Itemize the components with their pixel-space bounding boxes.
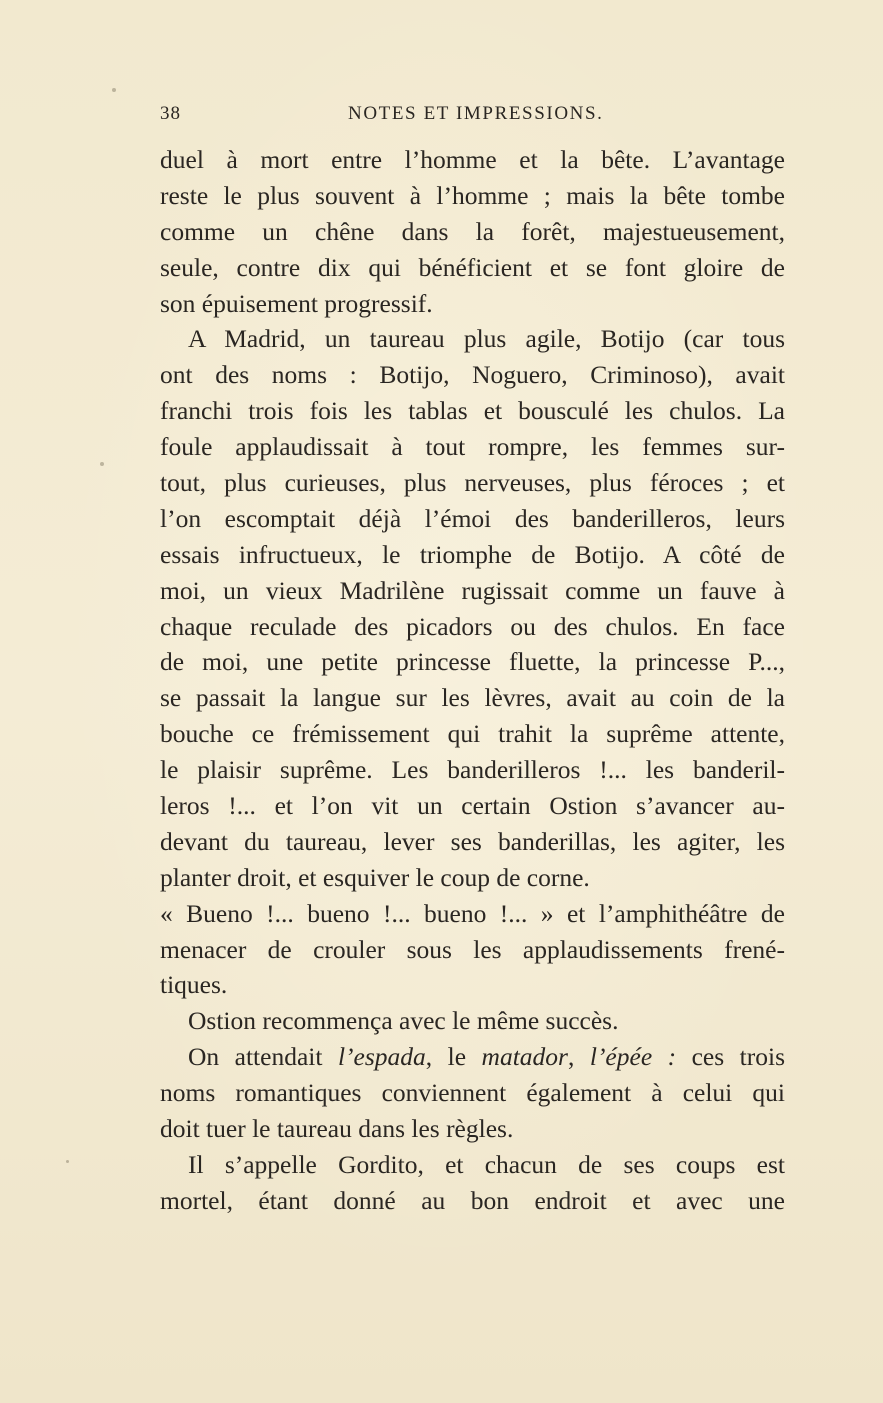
- text-line: [160, 1039, 785, 1075]
- text-line: doit tuer le taureau dans les règles.: [160, 1114, 514, 1144]
- body-text: [160, 142, 785, 1219]
- text-run: On attendait: [188, 1042, 338, 1072]
- page-number: 38: [160, 103, 181, 124]
- text-line: son épuisement progressif.: [160, 288, 433, 318]
- paragraph: [160, 1147, 785, 1219]
- text-line: planter droit, et esquiver le coup de corne.: [160, 862, 590, 892]
- paper-speck: [112, 88, 116, 92]
- text-line: essais infructueux, le triomphe de Botijo. A côté de: [160, 539, 785, 569]
- text-line: l’on escomptait déjà l’émoi des banderilleros, leurs: [160, 503, 785, 533]
- text-line: comme un chêne dans la forêt, majestueusement,: [160, 216, 785, 246]
- paragraph: [160, 321, 785, 895]
- text-line: « Bueno !... bueno !... bueno !... » et l’amphithéâtre de: [160, 898, 785, 928]
- text-line: chaque reculade des picadors ou des chulos. En face: [160, 611, 785, 641]
- italic-term-espada: l’espada: [337, 1042, 426, 1072]
- text-run: ,: [567, 1042, 590, 1072]
- text-line: de moi, une petite princesse fluette, la princesse P...,: [160, 647, 785, 677]
- paragraph: [160, 896, 785, 1004]
- italic-term-epee: l’épée :: [589, 1042, 677, 1072]
- running-header: [160, 103, 785, 131]
- text-run: ces trois: [676, 1042, 785, 1072]
- paper-speck: [66, 1160, 69, 1163]
- paragraph: [160, 1003, 785, 1039]
- text-line: tout, plus curieuses, plus nerveuses, plus féroces ; et: [160, 468, 785, 498]
- text-line: se passait la langue sur les lèvres, avait au coin de la: [160, 683, 785, 713]
- text-line: reste le plus souvent à l’homme ; mais la bête tombe: [160, 180, 785, 210]
- text-line: bouche ce frémissement qui trahit la suprême attente,: [160, 719, 785, 749]
- text-line: seule, contre dix qui bénéficient et se font gloire de: [160, 252, 785, 282]
- text-line: le plaisir suprême. Les banderilleros !... les banderil-: [160, 755, 785, 785]
- text-line: menacer de crouler sous les applaudissements frené-: [160, 934, 785, 964]
- paragraph: [160, 142, 785, 321]
- text-line: A Madrid, un taureau plus agile, Botijo (car tous: [188, 324, 785, 354]
- text-line: devant du taureau, lever ses banderillas, les agiter, les: [160, 826, 785, 856]
- text-line: ont des noms : Botijo, Noguero, Criminoso), avait: [160, 360, 785, 390]
- text-line: noms romantiques conviennent également à celui qui: [160, 1078, 785, 1108]
- text-line: Il s’appelle Gordito, et chacun de ses coups est: [188, 1149, 785, 1179]
- paragraph: [160, 1039, 785, 1147]
- running-title: NOTES ET IMPRESSIONS.: [348, 103, 604, 124]
- paper-speck: [100, 462, 104, 466]
- text-line: duel à mort entre l’homme et la bête. L’avantage: [160, 145, 785, 174]
- text-run: , le: [425, 1042, 482, 1072]
- text-line: leros !... et l’on vit un certain Ostion s’avancer au-: [160, 791, 785, 821]
- text-line: tiques.: [160, 970, 228, 1000]
- text-line: franchi trois fois les tablas et bousculé les chulos. La: [160, 396, 785, 426]
- text-line: Ostion recommença avec le même succès.: [188, 1006, 619, 1036]
- text-line: foule applaudissait à tout rompre, les femmes sur-: [160, 432, 785, 462]
- text-line: mortel, étant donné au bon endroit et avec une: [160, 1185, 785, 1215]
- text-line: moi, un vieux Madrilène rugissait comme un fauve à: [160, 575, 785, 605]
- italic-term-matador: matador: [481, 1042, 568, 1072]
